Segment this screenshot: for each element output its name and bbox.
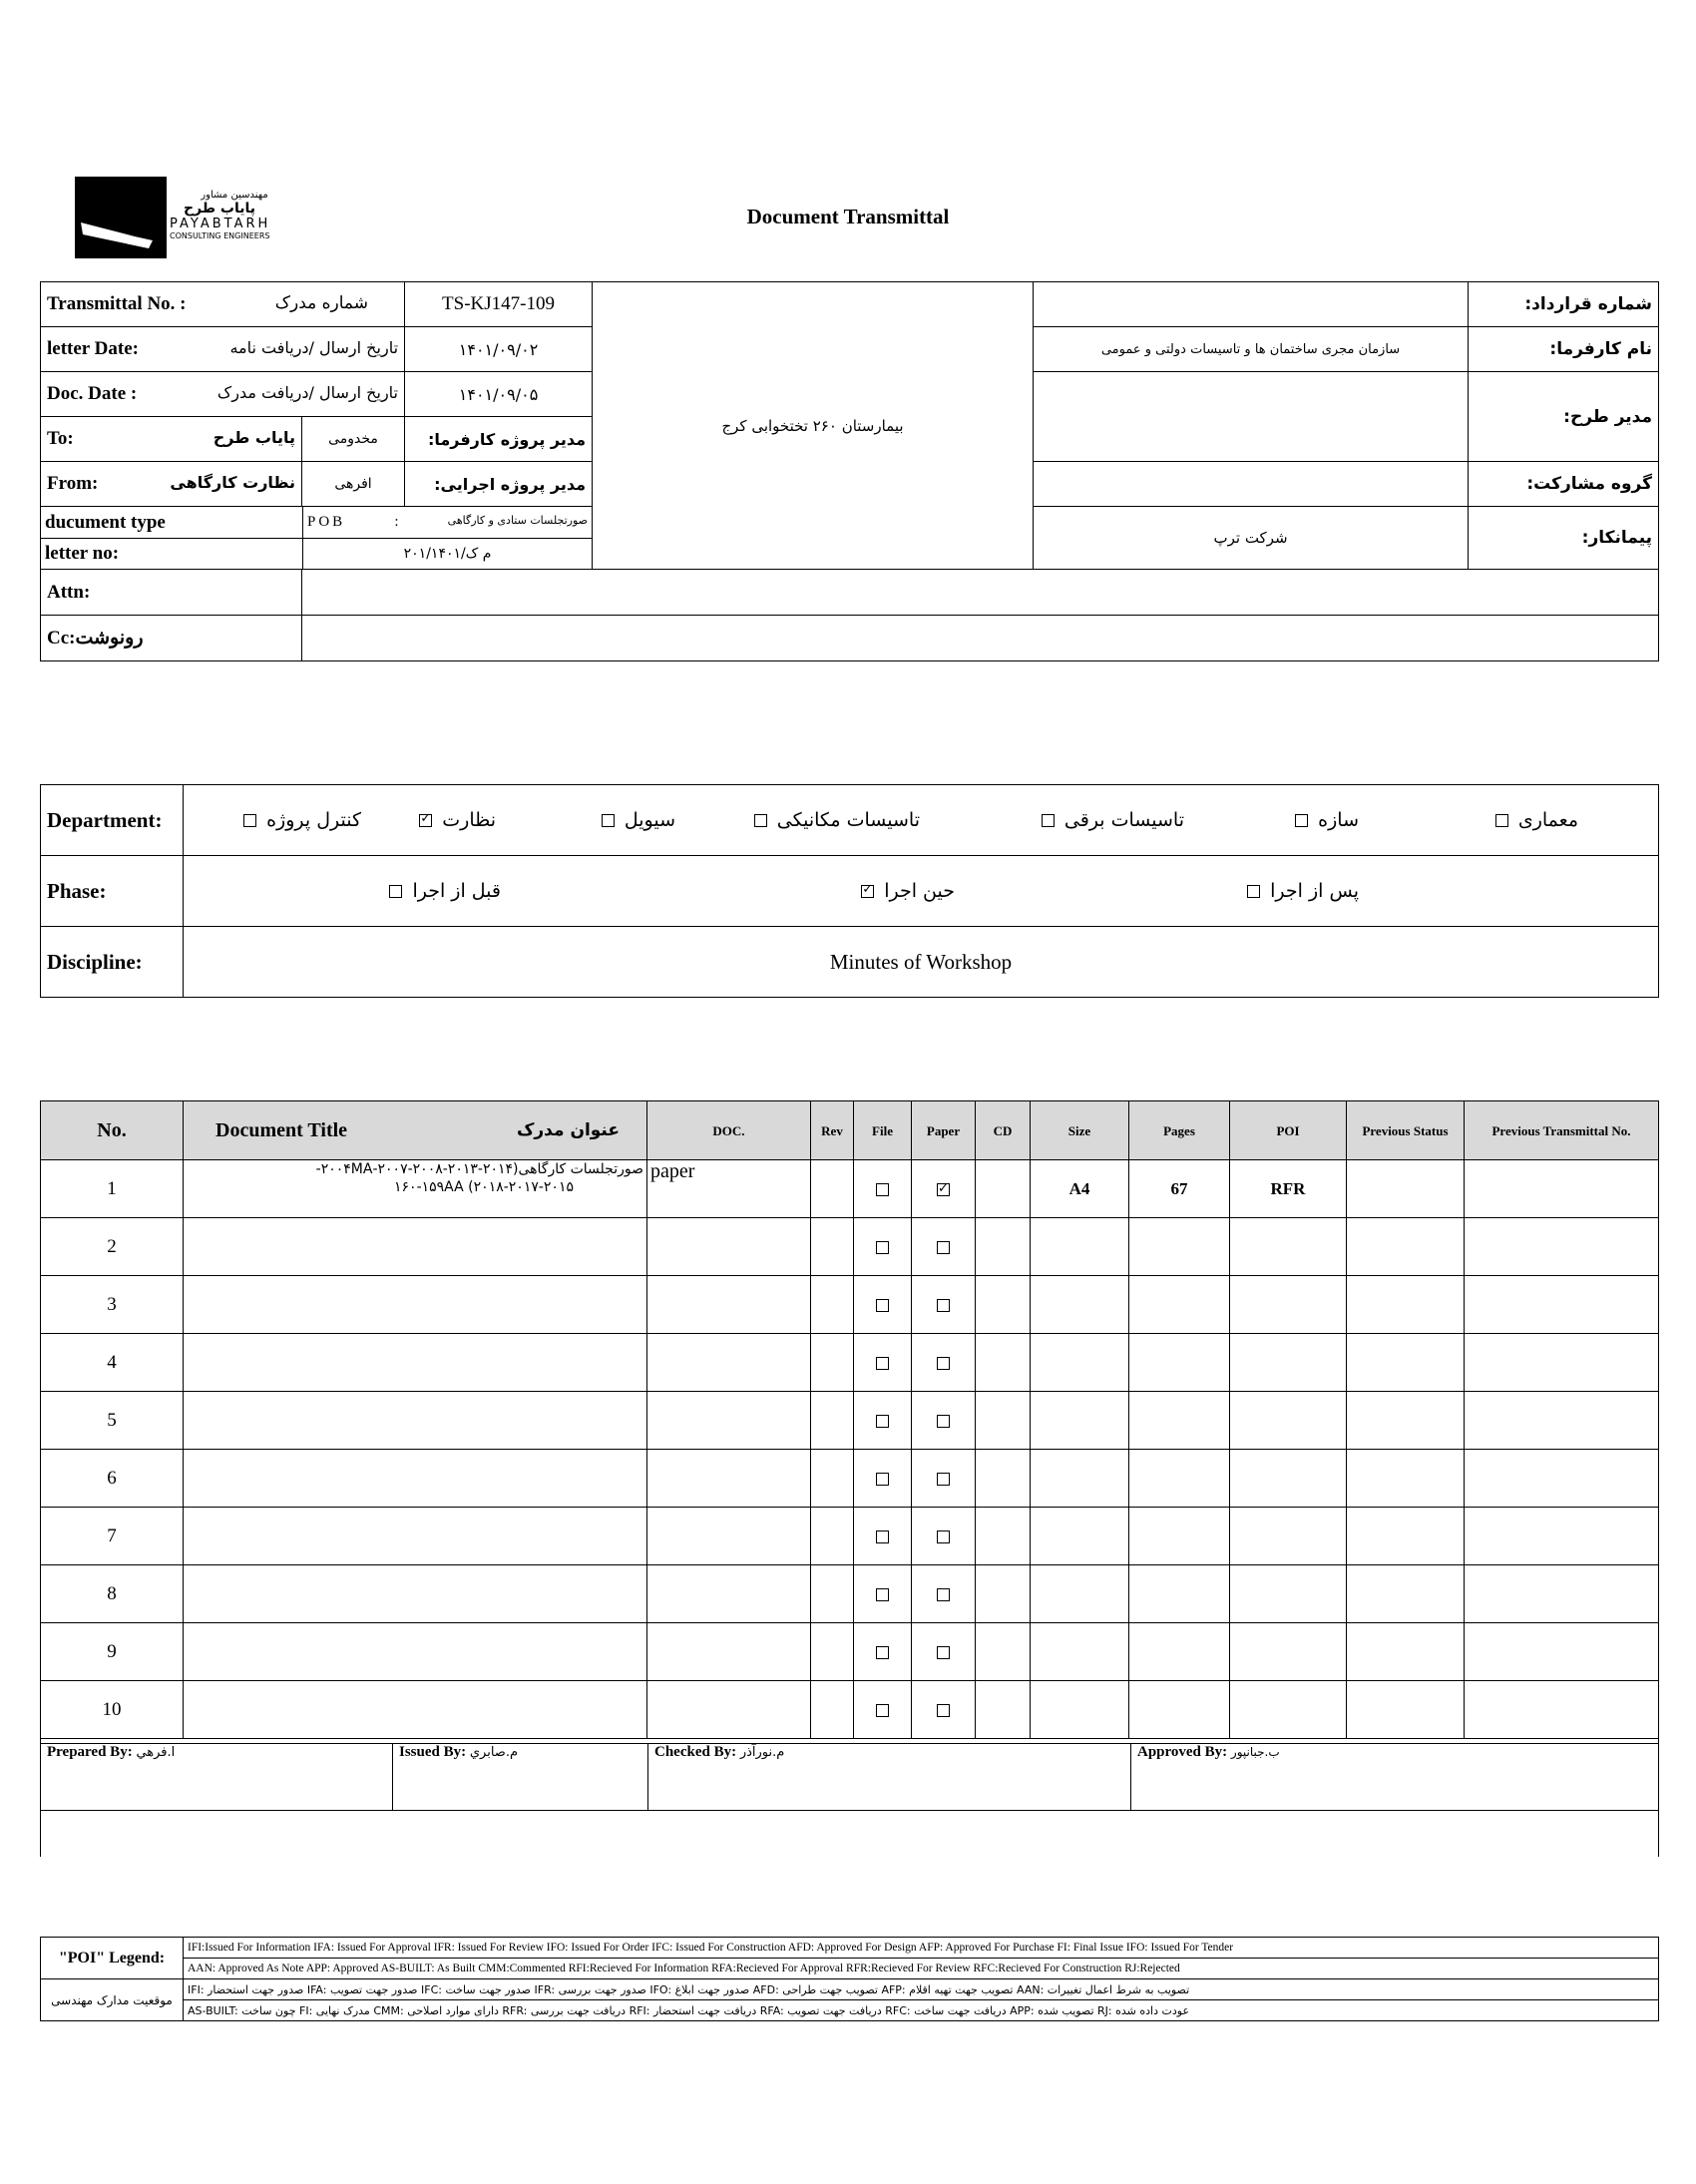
- table-row: [41, 1450, 1659, 1508]
- row-pages: [1129, 1681, 1230, 1739]
- row-size: [1031, 1508, 1129, 1565]
- row-poi: [1230, 1276, 1347, 1334]
- row-title: [184, 1276, 647, 1334]
- col-paper: Paper: [912, 1101, 976, 1160]
- phase-checkbox-1[interactable]: [861, 885, 874, 898]
- row-prev-status: [1347, 1392, 1465, 1450]
- table-row: [41, 1218, 1659, 1276]
- row-file: [854, 1334, 912, 1392]
- dept-checkbox-1[interactable]: [1295, 814, 1308, 827]
- row-prev-status: [1347, 1681, 1465, 1739]
- row-no: 6: [41, 1450, 184, 1508]
- logo-en-sub: CONSULTING ENGINEERS: [170, 231, 270, 240]
- row-prev-transmittal: [1465, 1218, 1659, 1276]
- row-paper: [912, 1392, 976, 1450]
- client-label: نام کارفرما:: [1469, 327, 1659, 372]
- row-file: [854, 1681, 912, 1739]
- row-file: [854, 1392, 912, 1450]
- page-title: Document Transmittal: [746, 205, 950, 228]
- dept-checkbox-4[interactable]: [602, 814, 615, 827]
- doc-date-label-fa: تاریخ ارسال /دریافت مدرک: [216, 383, 399, 402]
- exec-pm-label: مدیر پروژه اجرایی:: [405, 462, 593, 507]
- row-poi: [1230, 1681, 1347, 1739]
- row-no: 3: [41, 1276, 184, 1334]
- cc-value: [302, 616, 1659, 661]
- file-checkbox[interactable]: [876, 1530, 889, 1543]
- col-no: No.: [41, 1101, 184, 1160]
- row-prev-status: [1347, 1623, 1465, 1681]
- row-paper: [912, 1508, 976, 1565]
- col-prev-transmittal: Previous Transmittal No.: [1465, 1101, 1659, 1160]
- row-doc: [647, 1450, 811, 1508]
- project-name: بیمارستان ۲۶۰ تختخوابی کرج: [593, 282, 1034, 570]
- row-file: [854, 1508, 912, 1565]
- dept-option-mechanical[interactable]: تاسیسات مکانیکی: [754, 785, 920, 855]
- col-size: Size: [1031, 1101, 1129, 1160]
- from-label: From:: [47, 473, 99, 494]
- dept-option-electrical[interactable]: تاسیسات برقی: [1042, 785, 1184, 855]
- letter-date-label-en: letter Date:: [47, 338, 139, 359]
- row-cd: [976, 1160, 1031, 1218]
- row-poi: [1230, 1565, 1347, 1623]
- paper-checkbox[interactable]: [937, 1646, 950, 1659]
- row-rev: [811, 1334, 854, 1392]
- prepared-by: Prepared By: ا.فرهي: [41, 1744, 393, 1811]
- to-value: پایاب طرح: [212, 428, 295, 447]
- row-rev: [811, 1450, 854, 1508]
- doc-type-label: ducument type: [41, 507, 303, 538]
- row-cd: [976, 1334, 1031, 1392]
- dept-checkbox-2[interactable]: [1042, 814, 1055, 827]
- department-options: [184, 785, 1659, 856]
- table-row: [41, 1681, 1659, 1739]
- row-file: [854, 1218, 912, 1276]
- file-checkbox[interactable]: [876, 1299, 889, 1312]
- row-doc: [647, 1565, 811, 1623]
- letter-date-value: ۱۴۰۱/۰۹/۰۲: [405, 327, 593, 372]
- row-prev-transmittal: [1465, 1623, 1659, 1681]
- row-paper: [912, 1681, 976, 1739]
- transmittal-label-en: Transmittal No. :: [47, 293, 187, 314]
- contractor-label: پیمانکار:: [1469, 507, 1659, 570]
- col-title-en: Document Title: [215, 1118, 348, 1141]
- file-checkbox[interactable]: [876, 1357, 889, 1370]
- row-title: [184, 1392, 647, 1450]
- attn-value: [302, 570, 1659, 616]
- row-doc: [647, 1681, 811, 1739]
- row-cd: [976, 1623, 1031, 1681]
- row-pages: [1129, 1334, 1230, 1392]
- row-title-line2: ۲۰۱۸-۲۰۱۷-۲۰۱۵) ۱۶۰-۱۵۹AA: [394, 1179, 574, 1195]
- poi-legend-label: "POI" Legend:: [41, 1938, 184, 1979]
- letter-no-label: letter no:: [41, 539, 303, 569]
- designer-label: مدیر طرح:: [1469, 372, 1659, 462]
- row-prev-status: [1347, 1508, 1465, 1565]
- row-prev-transmittal: [1465, 1276, 1659, 1334]
- row-prev-status: [1347, 1450, 1465, 1508]
- from-cell: [41, 462, 302, 507]
- row-cd: [976, 1392, 1031, 1450]
- row-rev: [811, 1392, 854, 1450]
- letter-date-label-fa: تاریخ ارسال /دریافت نامه: [229, 338, 399, 357]
- row-prev-status: [1347, 1218, 1465, 1276]
- phase-checkbox-0[interactable]: [1247, 885, 1260, 898]
- row-doc: [647, 1508, 811, 1565]
- row-no: 9: [41, 1623, 184, 1681]
- row-pages: [1129, 1450, 1230, 1508]
- paper-checkbox[interactable]: [937, 1704, 950, 1717]
- paper-checkbox[interactable]: [937, 1588, 950, 1601]
- letter-no-value: ۲۰۱/م ک/۱۴۰۱: [403, 546, 492, 562]
- row-pages: [1129, 1508, 1230, 1565]
- row-paper: [912, 1160, 976, 1218]
- classification-table: [40, 784, 1659, 998]
- table-row: [41, 1334, 1659, 1392]
- logo-en-name: PAYABTARH: [170, 217, 271, 231]
- row-file: [854, 1160, 912, 1218]
- paper-checkbox[interactable]: [937, 1241, 950, 1254]
- cc-label: Cc:رونوشت: [41, 616, 302, 661]
- partner-value: [1034, 462, 1469, 507]
- col-file: File: [854, 1101, 912, 1160]
- client-value: سازمان مجری ساختمان ها و تاسیسات دولتی و عمومی: [1034, 327, 1469, 372]
- row-rev: [811, 1681, 854, 1739]
- col-cd: CD: [976, 1101, 1031, 1160]
- table-row: [41, 1276, 1659, 1334]
- designer-value: [1034, 372, 1469, 462]
- row-doc: [647, 1392, 811, 1450]
- transmittal-no-cell: [41, 282, 405, 327]
- row-title: [184, 1681, 647, 1739]
- row-size: [1031, 1334, 1129, 1392]
- row-size: A4: [1031, 1160, 1129, 1218]
- row-pages: [1129, 1276, 1230, 1334]
- row-size: [1031, 1681, 1129, 1739]
- paper-checkbox[interactable]: [937, 1530, 950, 1543]
- dept-option-civil[interactable]: سیویل: [602, 785, 675, 855]
- legend-table: [40, 1937, 1659, 2021]
- row-doc: [647, 1218, 811, 1276]
- row-title: [184, 1508, 647, 1565]
- file-checkbox[interactable]: [876, 1241, 889, 1254]
- dept-checkbox-5[interactable]: [419, 814, 432, 827]
- row-cd: [976, 1681, 1031, 1739]
- row-poi: [1230, 1392, 1347, 1450]
- file-checkbox[interactable]: [876, 1588, 889, 1601]
- file-checkbox[interactable]: [876, 1704, 889, 1717]
- dept-checkbox-6[interactable]: [243, 814, 256, 827]
- paper-checkbox[interactable]: [937, 1357, 950, 1370]
- row-rev: [811, 1276, 854, 1334]
- row-pages: [1129, 1623, 1230, 1681]
- row-prev-status: [1347, 1160, 1465, 1218]
- col-title: [184, 1101, 647, 1160]
- to-name: مخدومی: [302, 417, 405, 462]
- row-rev: [811, 1160, 854, 1218]
- row-poi: [1230, 1218, 1347, 1276]
- row-prev-transmittal: [1465, 1392, 1659, 1450]
- row-file: [854, 1623, 912, 1681]
- phase-option-during[interactable]: ✓ حین اجرا: [861, 856, 955, 926]
- table-row: [41, 1623, 1659, 1681]
- fa-legend-line1: IFI: صدور جهت استحضار IFA: صدور جهت تصویب IFC: صدور جهت ساخت IFR: صدور جهت بررسی IFO: صدور جهت ابلاغ AFD: تصویب جهت طراحی AFP: تصویب جهت تهیه اقلام AAN: تصویب به شرط اعمال تغییرات: [184, 1979, 1659, 2000]
- row-title-line1: صورتجلسات کارگاهی(۲۰۱۴-۲۰۱۳-۲۰۰۸-۲۰۰۷-۲۰۰۴MA-: [315, 1161, 643, 1177]
- contract-no-value: [1034, 282, 1469, 327]
- dept-checkbox-0[interactable]: [1495, 814, 1508, 827]
- row-title: [184, 1450, 647, 1508]
- partner-label: گروه مشارکت:: [1469, 462, 1659, 507]
- table-row: [41, 1160, 1659, 1218]
- to-label: To:: [47, 428, 74, 449]
- contract-no-label: شماره قرارداد:: [1469, 282, 1659, 327]
- client-pm-label: مدیر پروژه کارفرما:: [405, 417, 593, 462]
- row-paper: [912, 1623, 976, 1681]
- phase-checkbox-2[interactable]: [389, 885, 402, 898]
- row-cd: [976, 1218, 1031, 1276]
- fa-legend-label: موقعیت مدارک مهندسی: [41, 1979, 184, 2021]
- row-no: 7: [41, 1508, 184, 1565]
- col-pages: Pages: [1129, 1101, 1230, 1160]
- file-checkbox[interactable]: [876, 1646, 889, 1659]
- transmittal-value: TS-KJ147-109: [405, 282, 593, 327]
- row-no: 8: [41, 1565, 184, 1623]
- approved-by: Approved By: ب.جبانپور: [1131, 1744, 1659, 1811]
- issued-by: Issued By: م.صابري: [393, 1744, 648, 1811]
- paper-checkbox[interactable]: [937, 1183, 950, 1196]
- phase-option-after[interactable]: پس از اجرا: [1247, 856, 1359, 926]
- row-file: [854, 1276, 912, 1334]
- file-checkbox[interactable]: [876, 1415, 889, 1428]
- row-prev-transmittal: [1465, 1160, 1659, 1218]
- table-row: [41, 1565, 1659, 1623]
- phase-label: Phase:: [41, 856, 184, 927]
- row-size: [1031, 1218, 1129, 1276]
- row-file: [854, 1450, 912, 1508]
- doc-date-value: ۱۴۰۱/۰۹/۰۵: [405, 372, 593, 417]
- row-pages: [1129, 1392, 1230, 1450]
- row-prev-status: [1347, 1334, 1465, 1392]
- col-poi: POI: [1230, 1101, 1347, 1160]
- row-pages: 67: [1129, 1160, 1230, 1218]
- paper-checkbox[interactable]: [937, 1415, 950, 1428]
- paper-checkbox[interactable]: [937, 1299, 950, 1312]
- dept-option-architecture[interactable]: معماری: [1495, 785, 1578, 855]
- row-paper: [912, 1334, 976, 1392]
- row-rev: [811, 1623, 854, 1681]
- row-pages: [1129, 1218, 1230, 1276]
- table-row: [41, 1392, 1659, 1450]
- checked-by: Checked By: م.نورآذر: [648, 1744, 1131, 1811]
- col-title-fa: عنوان مدرک: [516, 1119, 620, 1140]
- phase-options: [184, 856, 1659, 927]
- attn-label: Attn:: [41, 570, 302, 616]
- row-prev-transmittal: [1465, 1508, 1659, 1565]
- logo-fa-name: پایاب طرح: [184, 201, 255, 217]
- row-file: [854, 1565, 912, 1623]
- row-paper: [912, 1276, 976, 1334]
- signature-table: [40, 1743, 1659, 1811]
- row-title: [184, 1160, 647, 1218]
- file-checkbox[interactable]: [876, 1473, 889, 1486]
- row-poi: [1230, 1508, 1347, 1565]
- row-doc: [647, 1334, 811, 1392]
- row-poi: [1230, 1450, 1347, 1508]
- row-size: [1031, 1450, 1129, 1508]
- row-doc: [647, 1623, 811, 1681]
- row-prev-transmittal: [1465, 1450, 1659, 1508]
- row-paper: [912, 1218, 976, 1276]
- doc-type-sep: :: [394, 514, 399, 530]
- contractor-value: شرکت ترپ: [1034, 507, 1469, 570]
- row-cd: [976, 1508, 1031, 1565]
- dept-option-structure[interactable]: سازه: [1295, 785, 1359, 855]
- row-doc: [647, 1276, 811, 1334]
- row-rev: [811, 1565, 854, 1623]
- from-name: افرهی: [302, 462, 405, 507]
- row-title: [184, 1334, 647, 1392]
- row-poi: RFR: [1230, 1160, 1347, 1218]
- row-prev-transmittal: [1465, 1334, 1659, 1392]
- row-prev-transmittal: [1465, 1681, 1659, 1739]
- logo-fa-top: مهندسین مشاور: [201, 190, 268, 201]
- doc-type-code: POB: [307, 514, 346, 530]
- transmittal-header-table: [40, 281, 1659, 661]
- row-prev-status: [1347, 1565, 1465, 1623]
- row-title: [184, 1565, 647, 1623]
- paper-checkbox[interactable]: [937, 1473, 950, 1486]
- poi-legend-line1: IFI:Issued For Information IFA: Issued For Approval IFR: Issued For Review IFO: Issued For Order IFC: Issued For Construction AFD: Approved For Design AFP: Approved For Purchase FI: Final Issue IFO: Issued For Tender: [184, 1938, 1659, 1959]
- row-paper: [912, 1565, 976, 1623]
- poi-legend-line2: AAN: Approved As Note APP: Approved AS-BUILT: As Built CMM:Commented RFI:Recieved For Information RFA:Recieved For Approval RFR:Recieved For Review RFC:Recieved For Construction RJ:Rejected: [184, 1959, 1659, 1979]
- row-pages: [1129, 1565, 1230, 1623]
- row-size: [1031, 1623, 1129, 1681]
- letter-date-cell: [41, 327, 405, 372]
- row-no: 10: [41, 1681, 184, 1739]
- col-rev: Rev: [811, 1101, 854, 1160]
- row-title: [184, 1623, 647, 1681]
- col-doc: DOC.: [647, 1101, 811, 1160]
- phase-option-before[interactable]: قبل از اجرا: [389, 856, 501, 926]
- file-checkbox[interactable]: [876, 1183, 889, 1196]
- discipline-value: Minutes of Workshop: [184, 927, 1659, 998]
- discipline-label: Discipline:: [41, 927, 184, 998]
- row-rev: [811, 1508, 854, 1565]
- row-no: 1: [41, 1160, 184, 1218]
- row-poi: [1230, 1623, 1347, 1681]
- row-size: [1031, 1392, 1129, 1450]
- transmittal-label-fa: شماره مدرک: [274, 293, 369, 313]
- row-no: 5: [41, 1392, 184, 1450]
- dept-checkbox-3[interactable]: [754, 814, 767, 827]
- from-value: نظارت کارگاهی: [170, 473, 295, 492]
- row-paper: [912, 1450, 976, 1508]
- dept-option-supervision[interactable]: ✓ نظارت: [419, 785, 496, 855]
- to-cell: [41, 417, 302, 462]
- doc-date-cell: [41, 372, 405, 417]
- department-label: Department:: [41, 785, 184, 856]
- row-prev-transmittal: [1465, 1565, 1659, 1623]
- row-rev: [811, 1218, 854, 1276]
- row-prev-status: [1347, 1276, 1465, 1334]
- row-poi: [1230, 1334, 1347, 1392]
- row-no: 2: [41, 1218, 184, 1276]
- row-doc: paper: [647, 1160, 811, 1218]
- dept-option-project-control[interactable]: کنترل پروژه: [243, 785, 361, 855]
- row-title: [184, 1218, 647, 1276]
- row-size: [1031, 1565, 1129, 1623]
- col-prev-status: Previous Status: [1347, 1101, 1465, 1160]
- fa-legend-line2: AS-BUILT: چون ساخت FI: مدرک نهایی CMM: دارای موارد اصلاحی RFR: دریافت جهت بررسی RFI: دریافت جهت استحضار RFA: دریافت جهت تصویب RFC: دریافت جهت ساخت APP: تصویب شده RJ: عودت داده شده: [184, 2000, 1659, 2021]
- doc-type-value: صورتجلسات ستادی و کارگاهی: [447, 514, 588, 527]
- doc-date-label-en: Doc. Date :: [47, 383, 138, 404]
- row-no: 4: [41, 1334, 184, 1392]
- row-cd: [976, 1276, 1031, 1334]
- row-cd: [976, 1450, 1031, 1508]
- row-cd: [976, 1565, 1031, 1623]
- doc-type-cell: [41, 507, 593, 570]
- table-row: [41, 1508, 1659, 1565]
- row-size: [1031, 1276, 1129, 1334]
